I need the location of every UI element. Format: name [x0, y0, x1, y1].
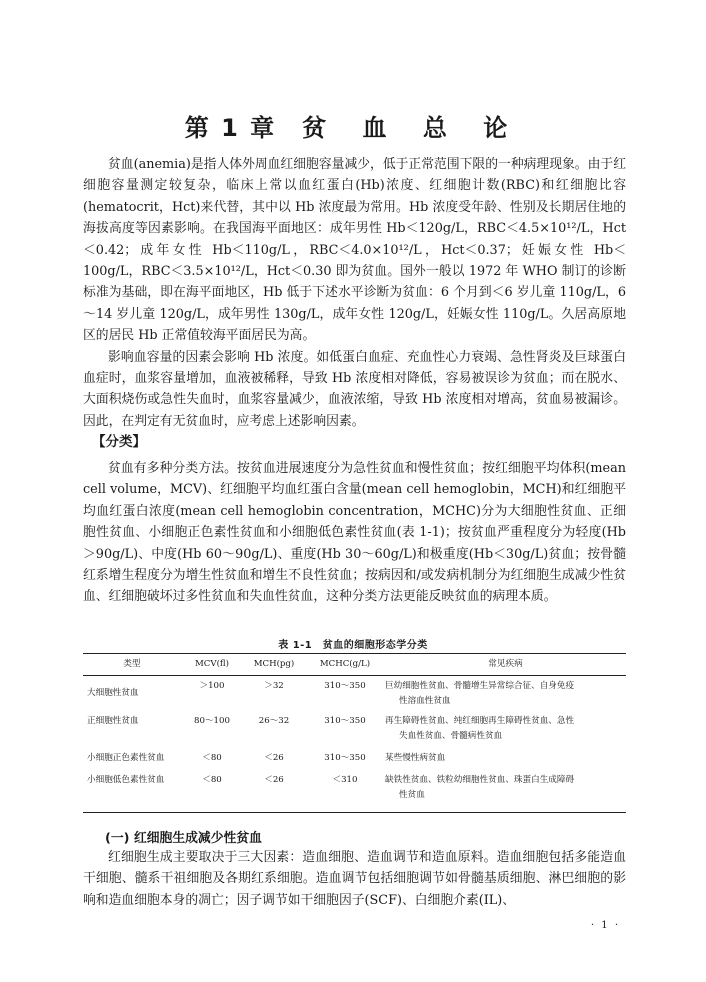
- cell-mchc: ＜310: [332, 774, 358, 785]
- disease-line: 巨幼细胞性贫血、骨髓增生异常综合征、自身免疫: [385, 681, 575, 691]
- cell-disease: [385, 773, 626, 813]
- cell-mch: ＜26: [264, 774, 284, 785]
- table-header-row: [83, 654, 626, 676]
- cell-mcv: 80～100: [194, 715, 230, 726]
- cell-type: 小细胞低色素性贫血: [87, 774, 165, 785]
- header-disease: 常见疾病: [385, 654, 626, 676]
- classification-paragraph: 贫血有多种分类方法。按贫血进展速度分为急性贫血和慢性贫血；按红细胞平均体积(mean cell volume，MCV)、红细胞平均血红蛋白含量(mean cell hemoglobin，MCH)和红细胞平均血红蛋白浓度(mean cell hemoglobin concentration，MCHC)分为大细胞性贫血、正细胞性贫血、小细胞正色素性贫血和小细胞低色素性贫血(表 1-1)；按贫血严重程度分为轻度(Hb＞90g/L)、中度(Hb 60～90g/L)、重度(Hb 30～60g/L)和极重度(Hb＜30g/L)贫血；按骨髓红系增生程度分为增生性贫血和增生不良性贫血；按病因和/或发病机制分为红细胞生成减少性贫血、红细胞破坏过多性贫血和失血性贫血，这种分类方法更能反映贫血的病理本质。: [83, 461, 626, 605]
- disease-line: 再生障碍性贫血、纯红细胞再生障碍性贫血、急性: [385, 715, 575, 726]
- page-number: · 1 ·: [590, 920, 620, 931]
- cell-mcv: ＜80: [202, 752, 222, 763]
- subsection-body: [83, 847, 626, 911]
- disease-line-cont: 性溶血性贫血: [399, 696, 451, 706]
- cell-mch: ＞32: [264, 681, 284, 691]
- subsection-heading: (一) 红细胞生成减少性贫血: [105, 831, 262, 846]
- disease-line-cont: 失血性贫血、骨髓病性贫血: [399, 730, 503, 741]
- table-row: [83, 751, 626, 773]
- cell-mchc: 310～350: [324, 752, 366, 763]
- anemia-classification-table: [83, 653, 626, 813]
- table-row: [83, 676, 626, 714]
- cell-type: 正细胞性贫血: [87, 715, 139, 726]
- cell-disease: [385, 751, 626, 773]
- header-mcv: MCV(fl): [181, 654, 243, 676]
- chapter-title: [0, 108, 706, 143]
- chapter-number: 第 1 章: [184, 114, 277, 142]
- header-type: 类型: [83, 654, 181, 676]
- disease-line: 缺铁性贫血、铁粒幼细胞性贫血、珠蛋白生成障碍: [385, 774, 575, 785]
- subsection-paragraph: 红细胞生成主要取决于三大因素：造血细胞、造血调节和造血原料。造血细胞包括多能造血干细胞、髓系干祖细胞及各期红系细胞。造血调节包括细胞调节如骨髓基质细胞、淋巴细胞的影响和造血细胞本身的凋亡；因子调节如干细胞因子(SCF)、白细胞介素(IL)、: [83, 850, 626, 908]
- disease-line-cont: 性贫血: [399, 789, 425, 800]
- cell-mchc: 310～350: [324, 681, 366, 691]
- classification-heading: 【分类】: [92, 434, 146, 450]
- chapter-name: 贫 血 总 论: [302, 114, 522, 142]
- header-mchc: MCHC(g/L): [305, 654, 385, 676]
- cell-mch: ＜26: [264, 752, 284, 763]
- cell-type: 小细胞正色素性贫血: [87, 752, 165, 763]
- header-mch: MCH(pg): [243, 654, 305, 676]
- table-row: [83, 773, 626, 813]
- intro-paragraph-2: 影响血容量的因素会影响 Hb 浓度。如低蛋白血症、充血性心力衰竭、急性肾炎及巨球蛋白血症时，血浆容量增加，血液被稀释，导致 Hb 浓度相对降低，容易被误诊为贫血；而在脱水、大面积烧伤或急性失血时，血浆容量减少，血液浓缩，导致 Hb 浓度相对增高，贫血易被漏诊。因此，在判定有无贫血时，应考虑上述影响因素。: [83, 349, 626, 429]
- intro-section: [83, 154, 626, 432]
- cell-mcv: ＞100: [199, 681, 225, 691]
- cell-disease: [385, 676, 626, 714]
- table-row: [83, 714, 626, 751]
- classification-section: [83, 458, 626, 608]
- cell-mchc: 310～350: [324, 715, 366, 726]
- intro-paragraph-1: 贫血(anemia)是指人体外周血红细胞容量减少，低于正常范围下限的一种病理现象。由于红细胞容量测定较复杂，临床上常以血红蛋白(Hb)浓度、红细胞计数(RBC)和红细胞比容(hematocrit，Hct)来代替，其中以 Hb 浓度最为常用。Hb 浓度受年龄、性别及长期居住地的海拔高度等因素影响。在我国海平面地区：成年男性 Hb＜120g/L，RBC＜4.5×10¹²/L，Hct＜0.42；成年女性 Hb＜110g/L，RBC＜4.0×10¹²/L，Hct＜0.37；妊娠女性 Hb＜100g/L，RBC＜3.5×10¹²/L，Hct＜0.30 即为贫血。国外一般以 1972 年 WHO 制订的诊断标准为基础，即在海平面地区，Hb 低于下述水平诊断为贫血：6 个月到＜6 岁儿童 110g/L，6～14 岁儿童 120g/L，成年男性 130g/L，成年女性 120g/L，妊娠女性 110g/L。久居高原地区的居民 Hb 正常值较海平面居民为高。: [83, 157, 626, 344]
- cell-mcv: ＜80: [202, 774, 222, 785]
- disease-line: 某些慢性病贫血: [385, 752, 446, 763]
- cell-type: 大细胞性贫血: [87, 688, 139, 698]
- cell-mch: 26～32: [258, 715, 290, 726]
- cell-disease: [385, 714, 626, 751]
- table-caption: 表 1-1 贫血的细胞形态学分类: [278, 640, 428, 651]
